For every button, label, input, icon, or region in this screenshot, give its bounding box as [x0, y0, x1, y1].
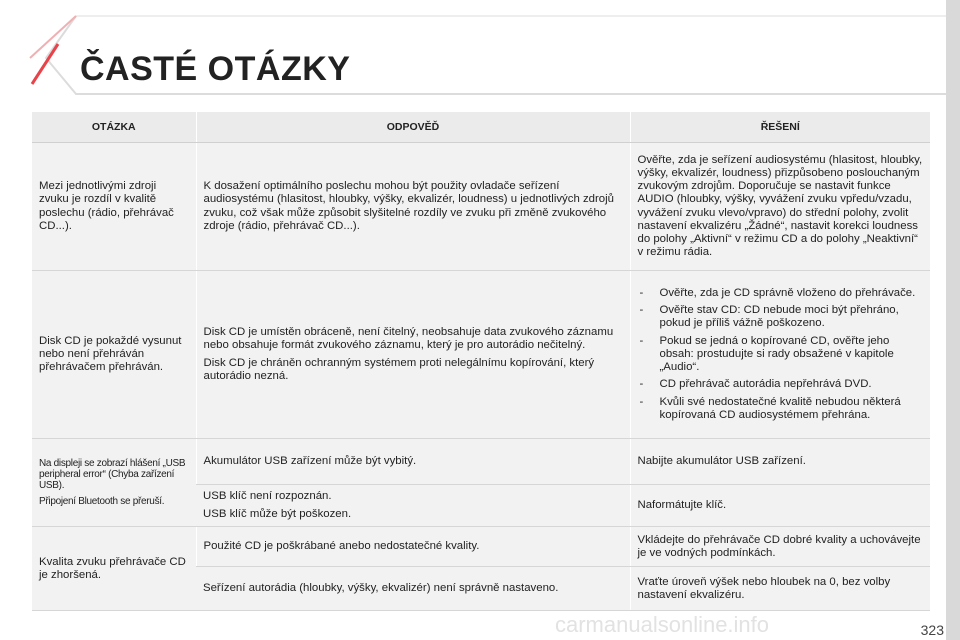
header-solution: ŘEŠENÍ	[630, 112, 930, 143]
answer-text: USB klíč může být poškozen.	[203, 508, 352, 521]
solution-text: Naformátujte klíč.	[637, 499, 727, 512]
list-item: - CD přehrávač autorádia nepřehrává DVD.	[639, 378, 872, 391]
question-cell	[32, 143, 196, 271]
question-text: Disk CD je pokaždé vysunut nebo není přehráván přehrávačem přehráván.	[39, 334, 182, 374]
dash-bullet: -	[639, 287, 644, 300]
list-item: - Ověřte, zda je CD správně vloženo do přehrávače.	[639, 287, 916, 300]
list-item: - Ověřte stav CD: CD nebude moci být přehráno, pokud je příliš vážně poškozeno.	[639, 304, 899, 330]
solution-cell	[630, 567, 930, 611]
watermark: carmanualsonline.info	[555, 612, 770, 637]
answer-text: Použité CD je poškrábané anebo nedostatečné kvality.	[203, 540, 480, 553]
table-row	[32, 439, 930, 485]
solution-text: Nabijte akumulátor USB zařízení.	[637, 454, 806, 467]
accent-stripe	[32, 44, 58, 84]
question-cell	[32, 439, 196, 527]
answer-cell	[196, 527, 630, 567]
page-number: 323	[920, 622, 944, 638]
answer-cell	[196, 271, 630, 439]
dash-bullet: -	[639, 395, 644, 408]
question-text: Kvalita zvuku přehrávače CD je zhoršená.	[39, 555, 186, 581]
dash-bullet: -	[639, 378, 644, 391]
question-cell	[32, 271, 196, 439]
question-cell	[32, 527, 196, 611]
table-row	[32, 271, 930, 439]
solution-text: Vkládejte do přehrávače CD dobré kvality a uchovávejte je ve vodných podmínkách.	[637, 533, 921, 559]
table-row	[32, 143, 930, 271]
list-item: - Pokud se jedná o kopírované CD, ověřte jeho obsah: prostudujte si rady obsažené v kapitole „Audio“.	[639, 334, 894, 374]
solution-cell	[630, 527, 930, 567]
faq-table	[32, 112, 930, 611]
answer-cell	[196, 485, 630, 527]
dash-bullet: -	[639, 334, 644, 347]
answer-text: Akumulátor USB zařízení může být vybitý.	[203, 454, 417, 467]
table-header-row	[32, 112, 930, 143]
side-strip	[946, 0, 960, 640]
solution-list	[638, 287, 924, 422]
answer-text: Seřízení autorádia (hloubky, výšky, ekvalizér) není správně nastaveno.	[203, 582, 559, 595]
answer-cell	[196, 143, 630, 271]
table-row	[32, 527, 930, 567]
answer-cell	[196, 567, 630, 611]
answer-cell	[196, 439, 630, 485]
page-title: ČASTÉ OTÁZKY	[80, 50, 351, 88]
question-text: Připojení Bluetooth se přeruší.	[39, 496, 165, 508]
solution-cell	[630, 143, 930, 271]
answer-text: USB klíč není rozpoznán.	[203, 490, 332, 502]
dash-bullet: -	[639, 304, 644, 317]
answer-text: K dosažení optimálního poslechu mohou být použity ovladače seřízení audiosystému (hlasitost, hloubky, výšky, ekvalizér, loudness) u jednotlivých zdrojů zvuku, což však může způsobit slyšitelné rozdíly ve zvuku při změně zvukového zdroje (rádio, přehrávač CD...).	[203, 180, 614, 232]
solution-cell	[630, 485, 930, 527]
solution-cell	[630, 439, 930, 485]
solution-text: Ověřte, zda je seřízení audiosystému (hlasitost, hloubky, výšky, ekvalizér, loudness) přizpůsobeno poslouchaným zvukovým zdrojům. Doporučuje se nastavit funkce AUDIO (hloubky, výšky, vyvážení zvuku vpředu/vzadu, vyvážení zvuku vlevo/vpravo) do střední polohy, zvolit nastavení ekvalizéru „Žádné“, nastavit korekci loudness do polohy „Aktivní“ v režimu CD a do polohy „Neaktivní“ v režimu rádia.	[637, 153, 923, 259]
header-answer: ODPOVĚĎ	[196, 112, 630, 143]
list-item: - Kvůli své nedostatečné kvalitě nebudou některá kopírovaná CD audiosystémem přehrána.	[639, 395, 901, 421]
solution-text: Vraťte úroveň výšek nebo hloubek na 0, bez volby nastavení ekvalizéru.	[637, 575, 891, 601]
header-question: OTÁZKA	[32, 112, 196, 143]
answer-text: Disk CD je chráněn ochranným systémem proti nelegálnímu kopírování, který autorádio nezná.	[203, 357, 595, 383]
solution-cell	[630, 271, 930, 439]
answer-text: Disk CD je umístěn obráceně, není čitelný, neobsahuje data zvukového záznamu nebo obsahuje formát zvukového záznamu, který je pro autorádio nečitelný.	[203, 325, 614, 351]
question-text: Na displeji se zobrazí hlášení „USB peripheral error“ (Chyba zařízení USB).	[39, 457, 186, 492]
question-text: Mezi jednotlivými zdroji zvuku je rozdíl v kvalitě poslechu (rádio, přehrávač CD...).	[39, 180, 174, 232]
